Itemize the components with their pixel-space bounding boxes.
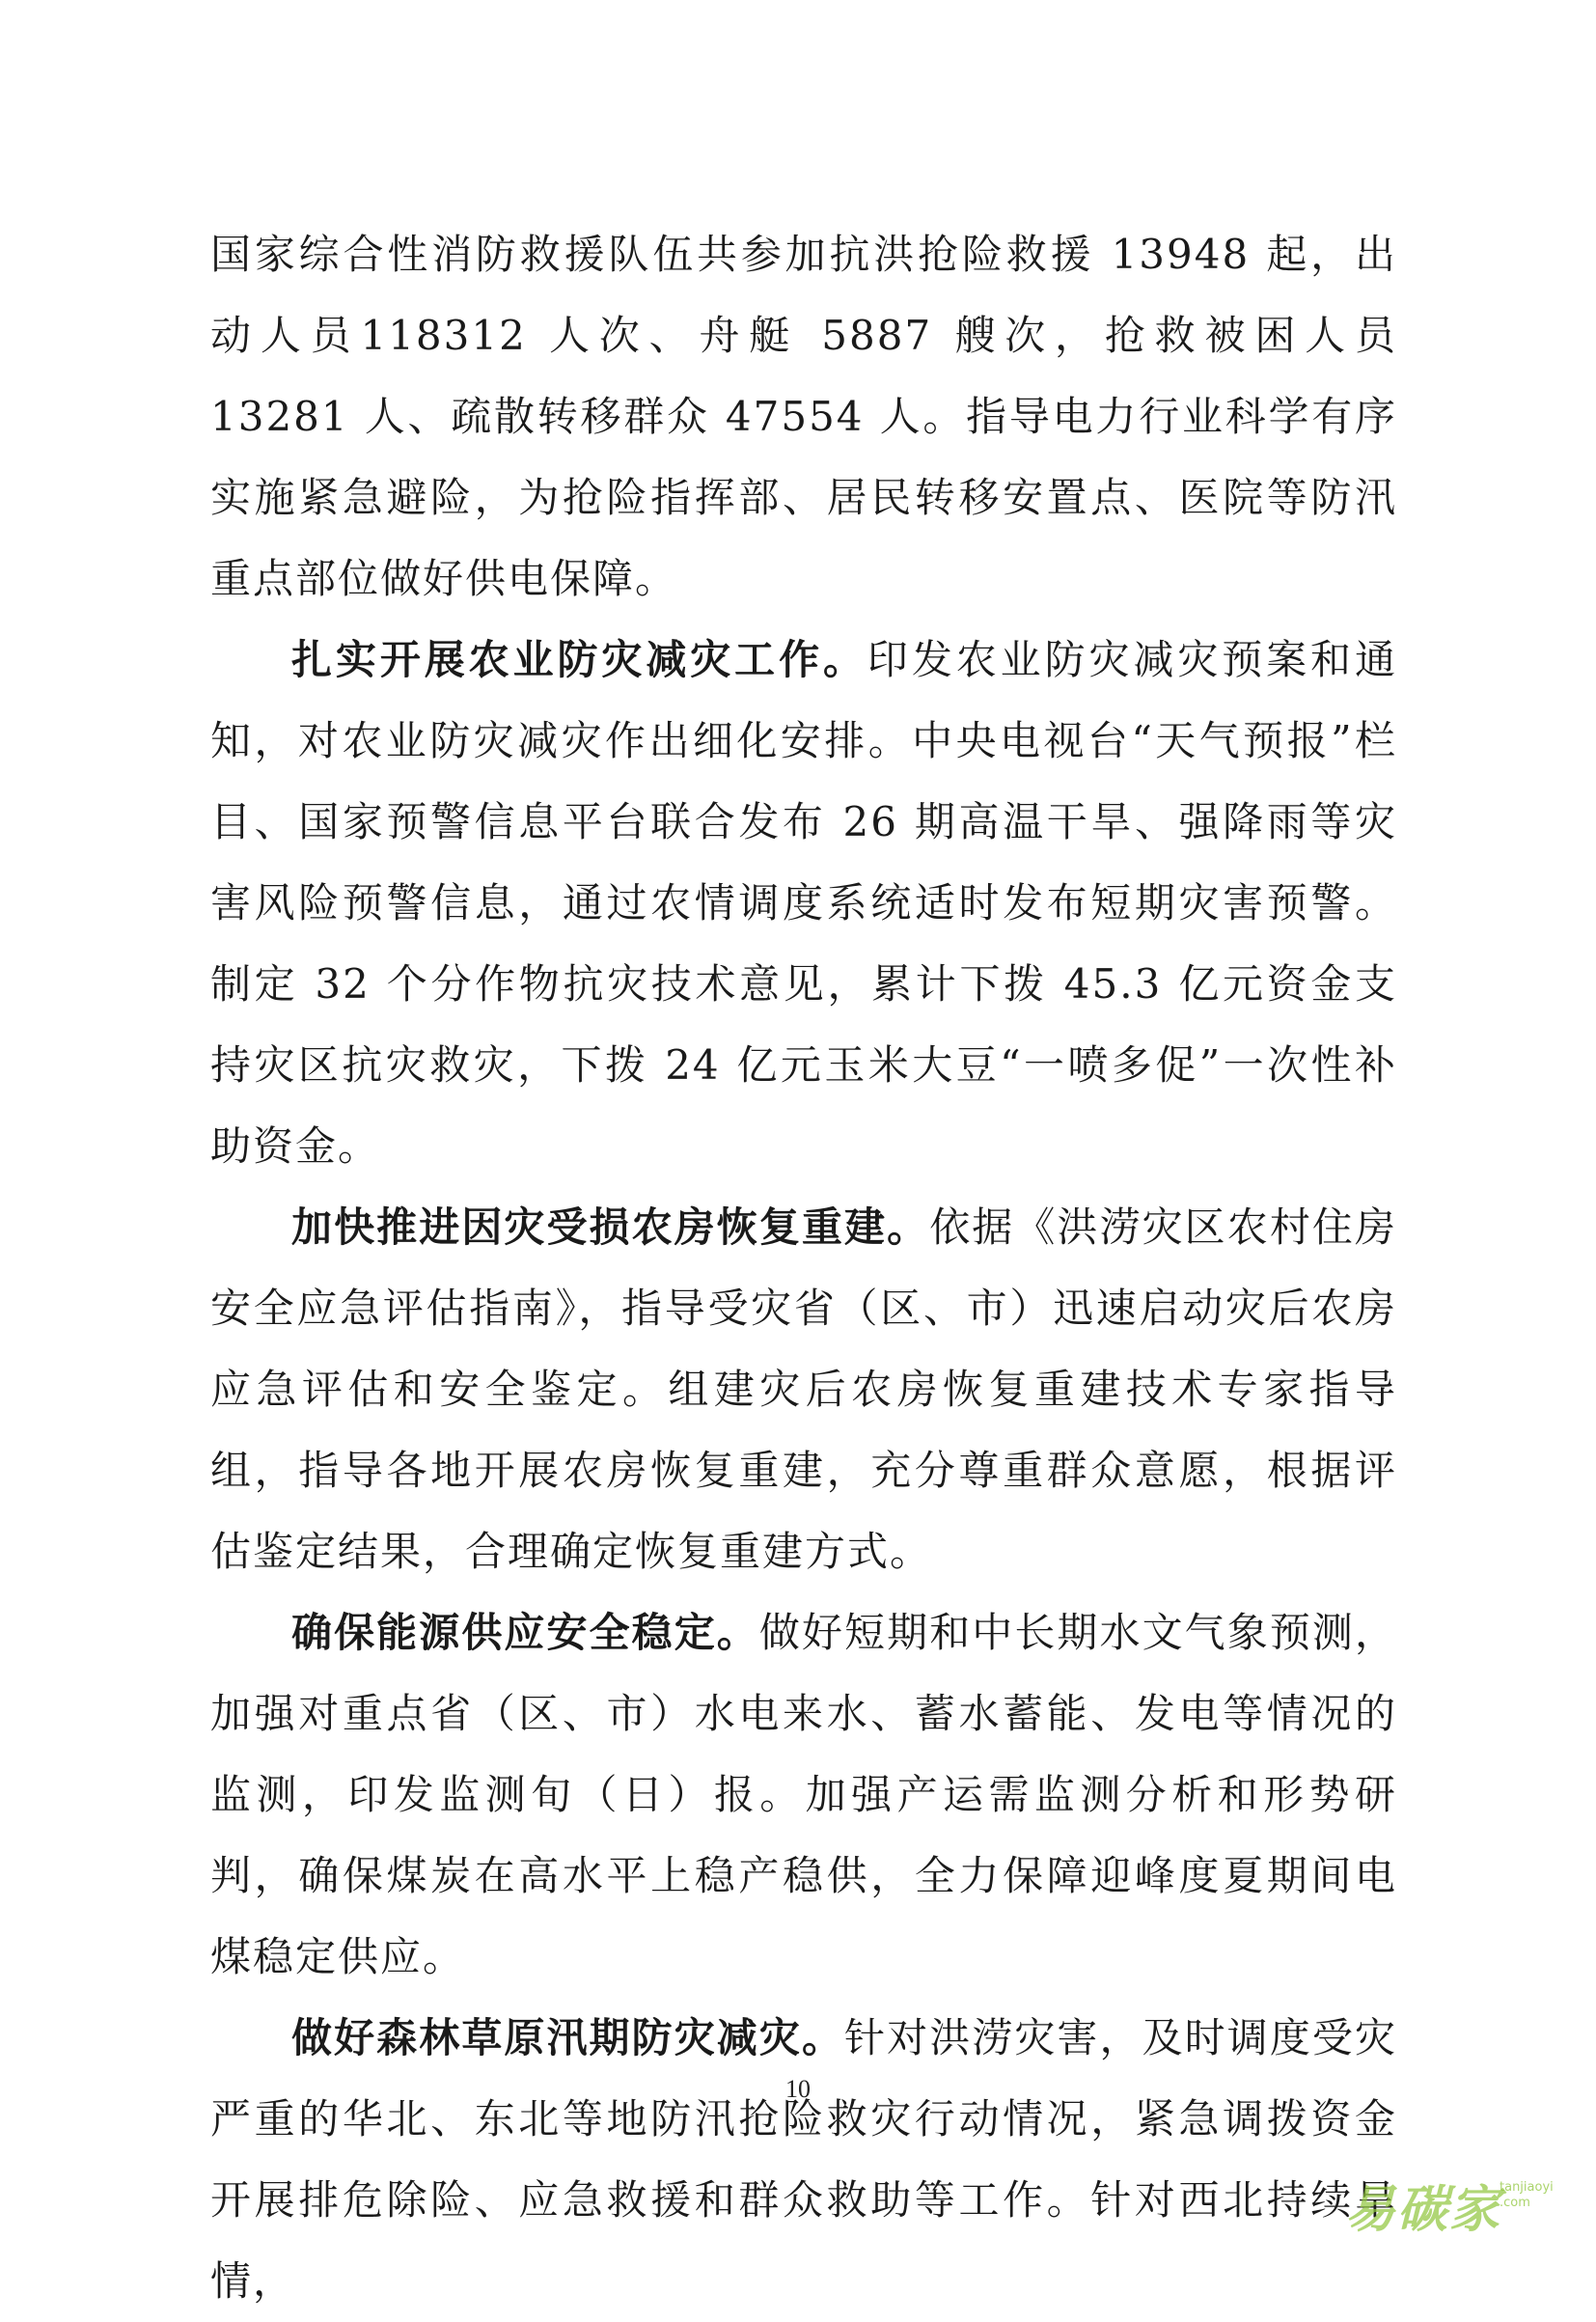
paragraph-2-text: 印发农业防灾减灾预案和通知，对农业防灾减灾作出细化安排。中央电视台“天气预报”栏目、国家预警信息平台联合发布 26 期高温干旱、强降雨等灾害风险预警信息，通过农情调度系统适时发布短期灾害预警。制定 32 个分作物抗灾技术意见，累计下拨 45.3 亿元资金支持灾区抗灾救灾，下拨 24 亿元玉米大豆“一喷多促”一次性补助资金。 [210, 636, 1397, 1170]
paragraph-5-lead: 做好森林草原汛期防灾减灾。 [291, 2014, 845, 2061]
paragraph-1-text: 国家综合性消防救援队伍共参加抗洪抢险救援 13948 起，出动人员118312 人次、舟艇 5887 艘次，抢救被困人员 13281 人、疏散转移群众 47554 人。指导电力行业科学有序实施紧急避险，为抢险指挥部、居民转移安置点、医院等防汛重点部位做好供电保障。 [210, 231, 1397, 602]
paragraph-1 [210, 214, 1397, 620]
paragraph-2 [210, 620, 1397, 1187]
paragraph-3 [210, 1187, 1397, 1592]
paragraph-4 [210, 1592, 1397, 1998]
paragraph-5-text: 针对洪涝灾害，及时调度受灾严重的华北、东北等地防汛抢险救灾行动情况，紧急调拨资金开展排危除险、应急救援和群众救助等工作。针对西北持续旱情， [210, 2014, 1397, 2305]
page-number: 10 [785, 2075, 811, 2103]
body-text [210, 214, 1397, 2322]
paragraph-5 [210, 1998, 1397, 2322]
paragraph-3-lead: 加快推进因灾受损农房恢复重建。 [291, 1203, 930, 1251]
watermark-subtext: tanjiaoyi .com [1500, 2180, 1554, 2210]
paragraph-2-lead: 扎实开展农业防灾减灾工作。 [291, 636, 867, 683]
watermark-logo [1345, 2163, 1567, 2240]
paragraph-4-text: 做好短期和中长期水文气象预测，加强对重点省（区、市）水电来水、蓄水蓄能、发电等情况的监测，印发监测旬（日）报。加强产运需监测分析和形势研判，确保煤炭在高水平上稳产稳供，全力保障迎峰度夏期间电煤稳定供应。 [210, 1609, 1397, 1980]
paragraph-3-text: 依据《洪涝灾区农村住房安全应急评估指南》，指导受灾省（区、市）迅速启动灾后农房应急评估和安全鉴定。组建灾后农房恢复重建技术专家指导组，指导各地开展农房恢复重建，充分尊重群众意愿，根据评估鉴定结果，合理确定恢复重建方式。 [210, 1203, 1397, 1575]
paragraph-4-lead: 确保能源供应安全稳定。 [291, 1609, 759, 1656]
watermark-text: 易碳家 [1345, 2181, 1502, 2239]
